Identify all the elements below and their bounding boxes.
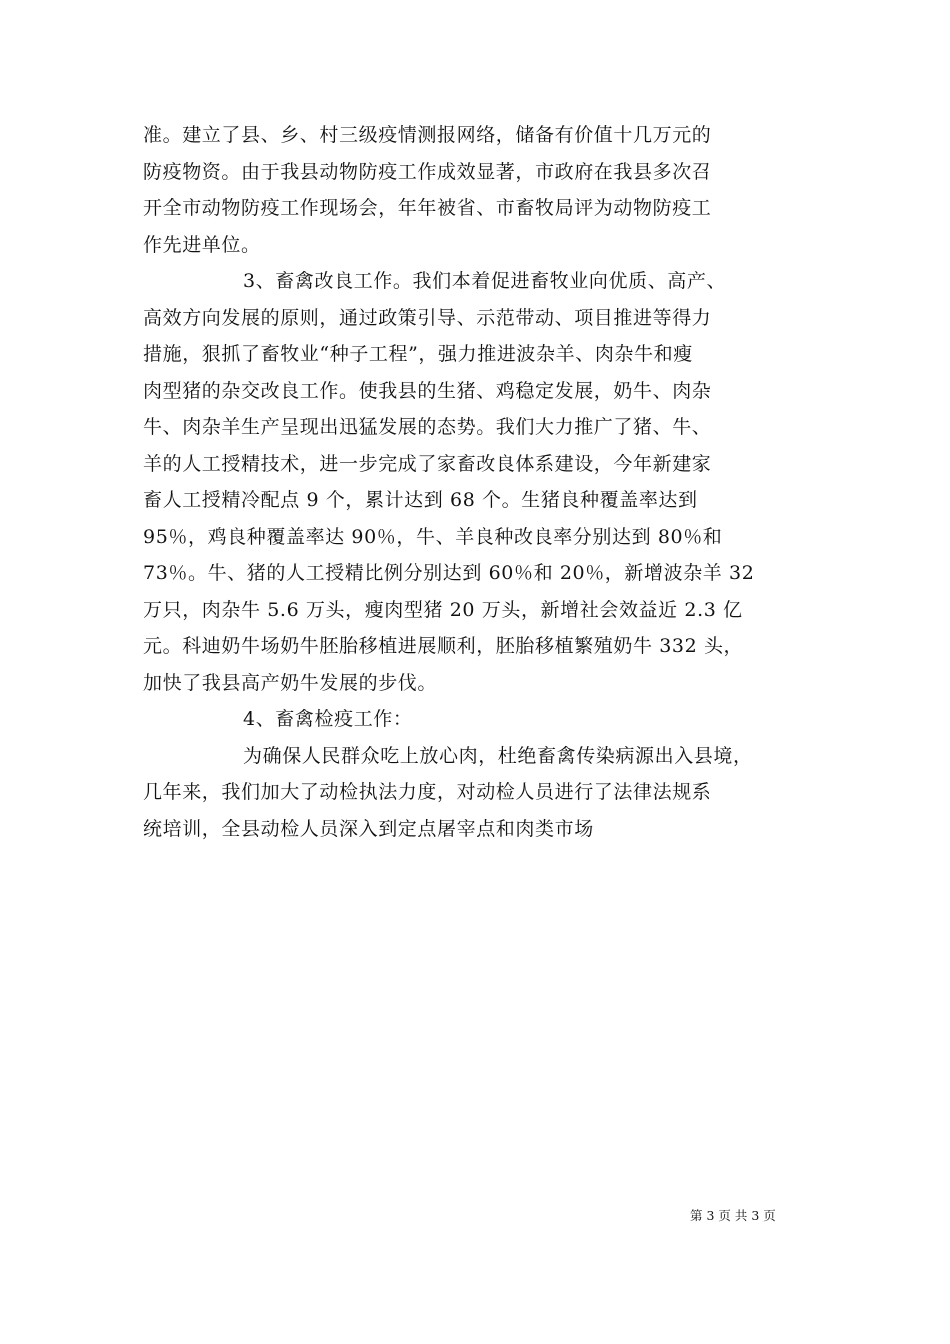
paragraph-breed-improvement bbox=[143, 263, 813, 701]
text-line: 为确保人民群众吃上放心肉，杜绝畜禽传染病源出入县境， bbox=[243, 744, 753, 767]
document-body bbox=[143, 117, 813, 847]
heading-quarantine bbox=[143, 701, 813, 738]
text-line: 元。科迪奶牛场奶牛胚胎移植进展顺利，胚胎移植繁殖奶牛 332 头， bbox=[143, 635, 744, 657]
text-line: 肉型猪的杂交改良工作。使我县的生猪、鸡稳定发展，奶牛、肉杂 bbox=[143, 379, 712, 402]
text-line: 加快了我县高产奶牛发展的步伐。 bbox=[143, 671, 438, 694]
text-line: 羊的人工授精技术，进一步完成了家畜改良体系建设，今年新建家 bbox=[143, 452, 712, 475]
text-line: 作先进单位。 bbox=[143, 233, 261, 256]
text-line: 畜人工授精冷配点 9 个，累计达到 68 个。生猪良种覆盖率达到 bbox=[143, 489, 698, 511]
paragraph-quarantine bbox=[143, 738, 813, 848]
text-line: 牛、肉杂羊生产呈现出迅猛发展的态势。我们大力推广了猪、牛、 bbox=[143, 416, 712, 438]
text-line: 措施，狠抓了畜牧业“种子工程”，强力推进波杂羊、肉杂牛和瘦 bbox=[143, 343, 693, 365]
text-line: 准。建立了县、乡、村三级疫情测报网络，储备有价值十几万元的 bbox=[143, 124, 712, 146]
text-line: 开全市动物防疫工作现场会，年年被省、市畜牧局评为动物防疫工 bbox=[143, 197, 712, 219]
text-line: 高效方向发展的原则，通过政策引导、示范带动、项目推进等得力 bbox=[143, 306, 712, 329]
text-line: 统培训，全县动检人员深入到定点屠宰点和肉类市场 bbox=[143, 817, 594, 840]
text-line: 几年来，我们加大了动检执法力度，对动检人员进行了法律法规系 bbox=[143, 781, 712, 803]
text-line: 95％，鸡良种覆盖率达 90％，牛、羊良种改良率分别达到 80％和 bbox=[143, 525, 723, 548]
text-line: 防疫物资。由于我县动物防疫工作成效显著，市政府在我县多次召 bbox=[143, 160, 712, 183]
page-number-footer: 第 3 页 共 3 页 bbox=[690, 1208, 776, 1223]
paragraph-epidemic-continued bbox=[143, 117, 813, 263]
text-line: 万只，肉杂牛 5.6 万头，瘦肉型猪 20 万头，新增社会效益近 2.3 亿 bbox=[143, 598, 743, 621]
section-heading-line: 3、畜禽改良工作。我们本着促进畜牧业向优质、高产、 bbox=[243, 270, 727, 292]
section-heading-line: 4、畜禽检疫工作： bbox=[243, 708, 413, 730]
text-line: 73％。牛、猪的人工授精比例分别达到 60％和 20％，新增波杂羊 32 bbox=[143, 562, 755, 584]
